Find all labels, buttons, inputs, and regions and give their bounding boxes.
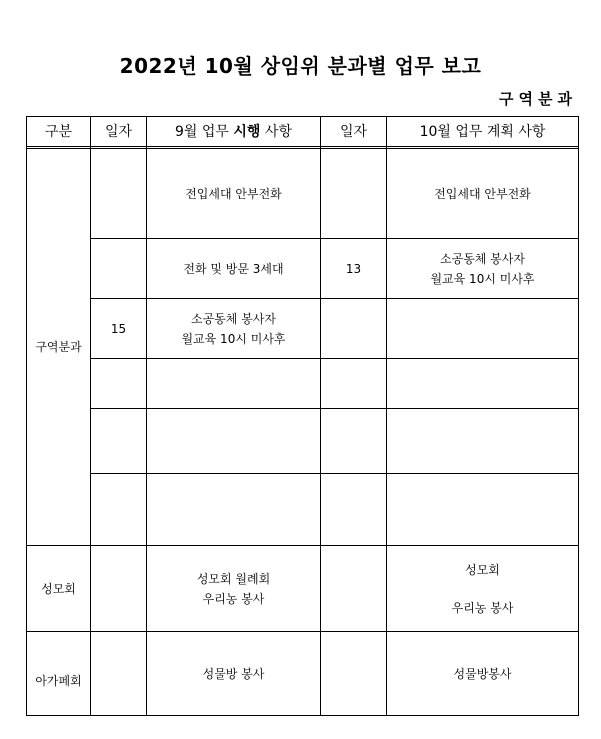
- table-row: [27, 239, 579, 299]
- cell-date-2: [321, 474, 387, 546]
- september-task-line-1: 성모회 월례회: [196, 571, 271, 586]
- header-september-prefix: 9월 업무: [175, 123, 234, 140]
- header-date-2: 일자: [321, 117, 387, 147]
- table-row: [27, 474, 579, 546]
- september-task-line-1: 소공동체 봉사자: [191, 311, 276, 326]
- october-plan-line-1: 소공동체 봉사자: [440, 251, 525, 266]
- cell-date-1: [91, 359, 147, 409]
- cell-october-plan: 성물방봉사: [387, 632, 579, 716]
- table-row: [27, 299, 579, 359]
- header-category: 구분: [27, 117, 91, 147]
- department-label: 구역분과: [499, 90, 577, 108]
- table-row: [27, 149, 579, 239]
- report-table: [26, 116, 579, 716]
- cell-date-1: [91, 239, 147, 299]
- cell-september-task: [147, 546, 321, 632]
- cell-october-plan: [387, 239, 579, 299]
- table-row: [27, 546, 579, 632]
- header-september-done: [147, 117, 321, 147]
- cell-september-task: [147, 474, 321, 546]
- header-october-plan: 10월 업무 계획 사항: [387, 117, 579, 147]
- cell-date-2: [321, 359, 387, 409]
- cell-date-2: [321, 409, 387, 474]
- cell-date-2: 13: [321, 239, 387, 299]
- october-plan-line-2: 월교육 10시 미사후: [430, 271, 535, 286]
- cell-september-task: 성물방 봉사: [147, 632, 321, 716]
- cell-date-2: [321, 299, 387, 359]
- group-label-district: 구역분과: [27, 149, 91, 546]
- cell-date-1: [91, 409, 147, 474]
- cell-september-task: 전화 및 방문 3세대: [147, 239, 321, 299]
- cell-date-1: [91, 149, 147, 239]
- october-plan-line-1: 성모회: [465, 562, 500, 577]
- cell-date-1: [91, 474, 147, 546]
- october-plan-line-2: 우리농 봉사: [451, 600, 514, 615]
- group-label-seongmo: 성모회: [27, 546, 91, 632]
- group-label-agape: 아가페회: [27, 632, 91, 716]
- cell-date-2: [321, 149, 387, 239]
- cell-september-task: [147, 409, 321, 474]
- cell-date-1: [91, 546, 147, 632]
- cell-date-2: [321, 632, 387, 716]
- table-row: [27, 359, 579, 409]
- cell-october-plan: [387, 546, 579, 632]
- report-title: 2022년 10월 상임위 분과별 업무 보고: [119, 54, 482, 78]
- cell-date-1: 15: [91, 299, 147, 359]
- table-row: [27, 632, 579, 716]
- cell-date-2: [321, 546, 387, 632]
- header-september-suffix: 사항: [260, 123, 292, 140]
- cell-october-plan: 전입세대 안부전화: [387, 149, 579, 239]
- september-task-line-2: 월교육 10시 미사후: [181, 331, 286, 346]
- september-task-line-2: 우리농 봉사: [202, 591, 265, 606]
- header-row: [27, 117, 579, 147]
- october-plan-spacer: [387, 580, 578, 598]
- cell-date-1: [91, 632, 147, 716]
- header-date-1: 일자: [91, 117, 147, 147]
- cell-september-task: 전입세대 안부전화: [147, 149, 321, 239]
- header-september-bold: 시행: [233, 123, 261, 140]
- cell-october-plan: [387, 299, 579, 359]
- table-row: [27, 409, 579, 474]
- cell-september-task: [147, 299, 321, 359]
- cell-october-plan: [387, 409, 579, 474]
- cell-september-task: [147, 359, 321, 409]
- cell-october-plan: [387, 359, 579, 409]
- cell-october-plan: [387, 474, 579, 546]
